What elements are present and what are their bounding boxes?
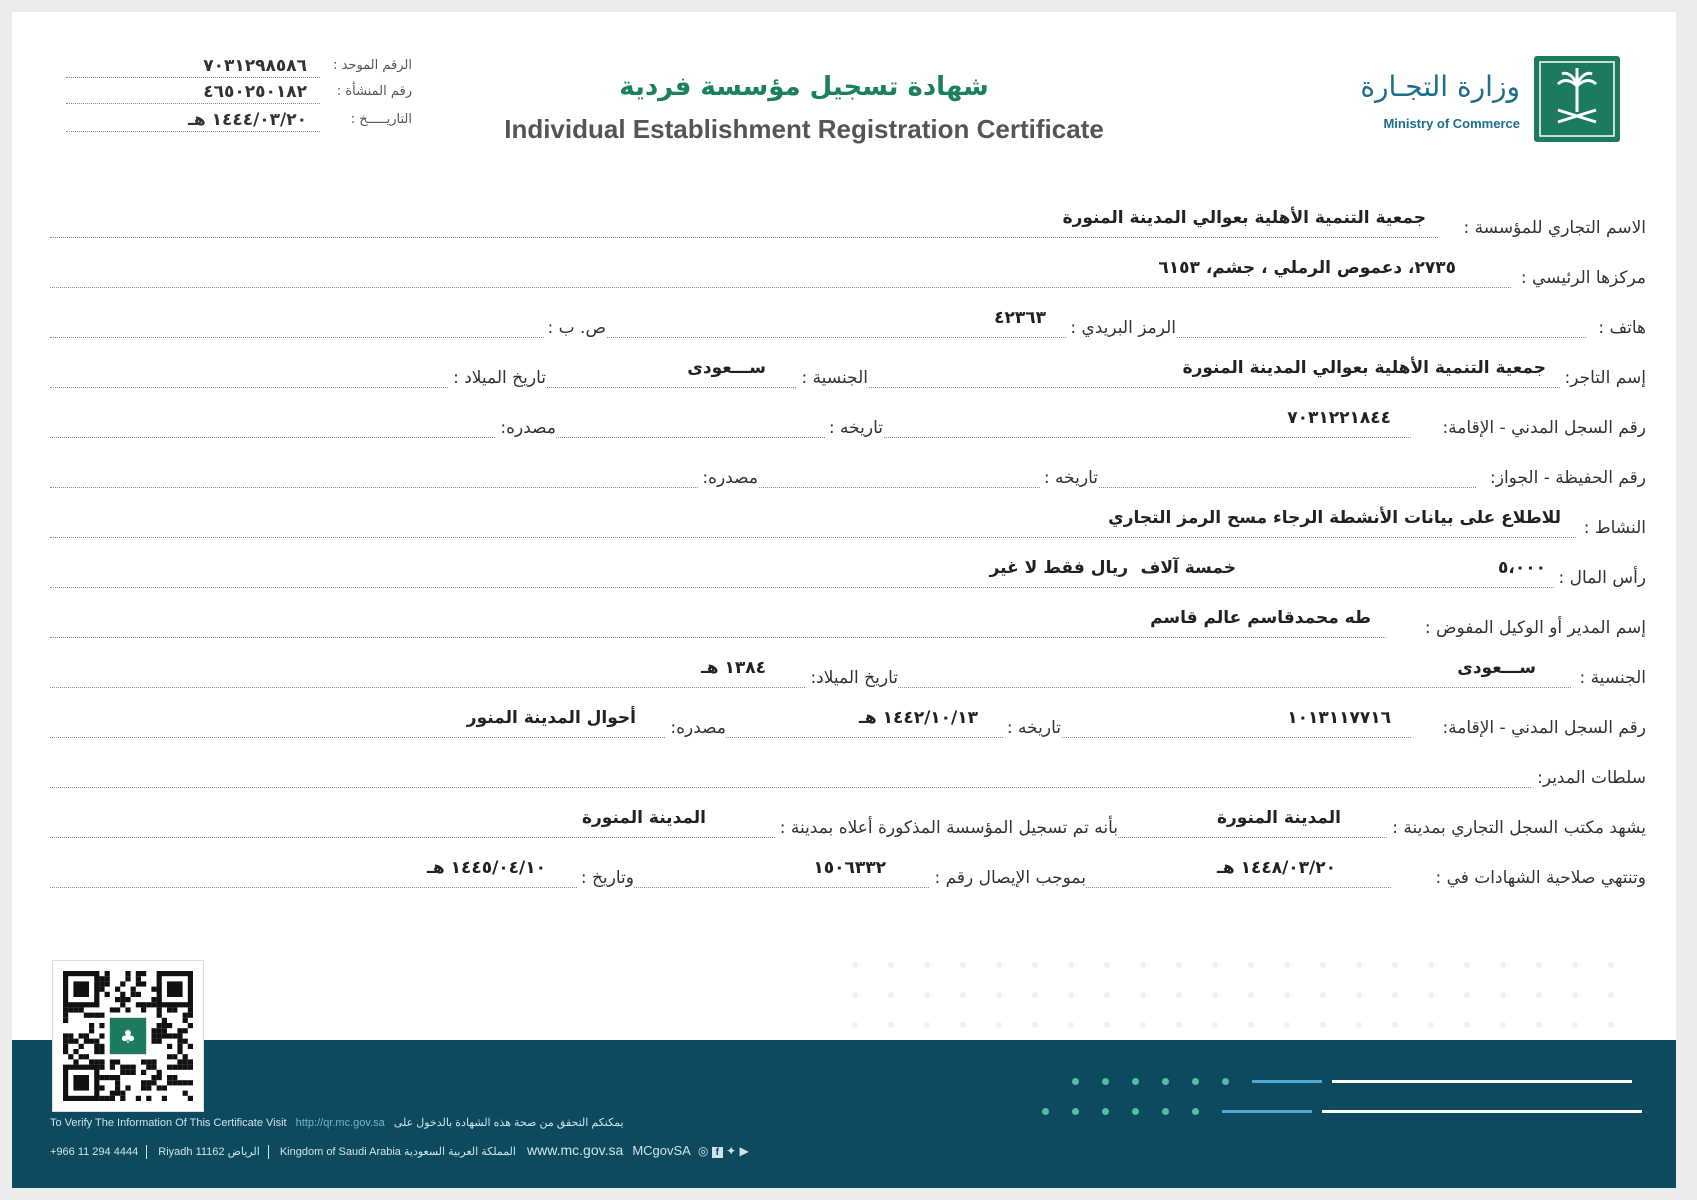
background-dot	[1068, 1022, 1074, 1028]
date-row	[52, 110, 412, 132]
footer-accent-line	[1252, 1080, 1322, 1083]
registered-label: بأنه تم تسجيل المؤسسة المذكورة أعلاه بمدينة :	[776, 818, 1118, 838]
background-dot	[1212, 1022, 1218, 1028]
establishment-number-label: رقم المنشأة :	[336, 84, 412, 99]
instagram-icon[interactable]: ◎	[697, 1144, 709, 1158]
youtube-icon[interactable]: ▶	[739, 1144, 749, 1158]
background-dot	[1104, 992, 1110, 998]
background-dot	[1428, 962, 1434, 968]
background-dot	[1392, 1022, 1398, 1028]
background-dot	[1464, 992, 1470, 998]
manager-birthdate-label: تاريخ الميلاد:	[806, 668, 898, 688]
background-dot	[1032, 962, 1038, 968]
background-dot	[1104, 1022, 1110, 1028]
manager-civil-id-date: ١٤٤٢/١٠/١٣ هـ	[859, 708, 978, 728]
background-dot	[1176, 992, 1182, 998]
background-dot	[1464, 1022, 1470, 1028]
merchant-name: جمعية التنمية الأهلية بعوالي المدينة المنورة	[1182, 358, 1546, 378]
footer-accent-line	[1322, 1110, 1642, 1113]
unified-number-row	[52, 56, 412, 78]
passport-source-label: مصدره:	[698, 468, 758, 488]
footer-dot	[1162, 1108, 1169, 1115]
unified-number: ٧٠٣١٢٩٨٥٨٦	[203, 56, 307, 76]
ministry-name-ar: وزارة التجـارة	[1360, 70, 1520, 103]
background-dot	[1140, 992, 1146, 998]
background-dot	[1176, 962, 1182, 968]
manager-nationality-label: الجنسية :	[1575, 668, 1646, 688]
passport-row	[50, 458, 1646, 492]
merchant-birthdate-label: تاريخ الميلاد :	[449, 368, 546, 388]
background-dot	[1032, 992, 1038, 998]
merchant-row	[50, 358, 1646, 392]
footer-dot	[1042, 1108, 1049, 1115]
background-dot	[1464, 962, 1470, 968]
footer-phone: +966 11 294 4444	[50, 1146, 139, 1158]
hq-label: مركزها الرئيسي :	[1517, 268, 1646, 288]
background-dot	[924, 1022, 930, 1028]
background-dot	[1212, 962, 1218, 968]
civil-id-label: رقم السجل المدني - الإقامة:	[1438, 418, 1646, 438]
background-dot	[1032, 1022, 1038, 1028]
verify-line	[50, 1116, 624, 1129]
background-dot	[1428, 992, 1434, 998]
background-dot	[888, 962, 894, 968]
qr-code[interactable]	[52, 960, 204, 1112]
background-dot	[1572, 1022, 1578, 1028]
background-dot	[1572, 992, 1578, 998]
footer-dot	[1132, 1078, 1139, 1085]
civil-id: ٧٠٣١٢٢١٨٤٤	[1287, 408, 1391, 428]
merchant-name-label: إسم التاجر:	[1560, 368, 1646, 388]
background-dot	[1356, 1022, 1362, 1028]
background-dot	[1248, 1022, 1254, 1028]
postal-code-label: الرمز البريدي :	[1066, 318, 1176, 338]
footer-dot	[1192, 1108, 1199, 1115]
footer-dot	[1192, 1078, 1199, 1085]
receipt-number: ١٥٠٦٣٣٢	[813, 858, 886, 878]
manager-row	[50, 608, 1646, 642]
footer-social[interactable]: MCgovSA	[632, 1143, 691, 1158]
capital-amount: ٥،٠٠٠	[1498, 558, 1546, 578]
background-dot	[960, 1022, 966, 1028]
footer-country: Kingdom of Saudi Arabia المملكة العربية السعودية	[279, 1146, 516, 1158]
background-dot	[1320, 1022, 1326, 1028]
po-box-label: ص. ب :	[544, 318, 607, 338]
footer-dot	[1132, 1108, 1139, 1115]
unified-number-label: الرقم الموحد :	[333, 58, 412, 73]
trade-name: جمعية التنمية الأهلية بعوالي المدينة المنورة	[1062, 208, 1426, 228]
background-dot	[996, 1022, 1002, 1028]
receipt-date: ١٤٤٥/٠٤/١٠ هـ	[427, 858, 546, 878]
capital-row	[50, 558, 1646, 592]
capital-label: رأس المال :	[1555, 568, 1646, 588]
background-dot	[1248, 962, 1254, 968]
expiry-label: وتنتهي صلاحية الشهادات في :	[1431, 868, 1646, 888]
certificate-title-en: Individual Establishment Registration Certificate	[504, 114, 1104, 144]
background-dot	[1320, 962, 1326, 968]
passport-date-label: تاريخه :	[1040, 468, 1098, 488]
manager-nationality: ســـعودى	[1457, 658, 1536, 678]
background-dot	[1284, 1022, 1290, 1028]
background-dot	[1356, 992, 1362, 998]
trade-name-row	[50, 208, 1646, 242]
civil-id-row	[50, 408, 1646, 442]
verify-text-en: To Verify The Information Of This Certificate Visit	[50, 1117, 287, 1129]
manager-civil-id-source-label: مصدره:	[666, 718, 726, 738]
background-dot	[1608, 992, 1614, 998]
footer-city: Riyadh 11162 الرياض	[158, 1146, 260, 1158]
manager-nationality-row	[50, 658, 1646, 692]
background-dot	[1176, 1022, 1182, 1028]
certificate-date: ١٤٤٤/٠٣/٢٠ هـ	[188, 110, 307, 130]
background-dot	[1500, 992, 1506, 998]
contact-line	[50, 1142, 749, 1159]
verify-link[interactable]: http://qr.mc.gov.sa	[295, 1117, 385, 1129]
background-dot	[888, 1022, 894, 1028]
footer-dot	[1102, 1108, 1109, 1115]
manager-civil-id-label: رقم السجل المدني - الإقامة:	[1438, 718, 1646, 738]
background-dot	[924, 992, 930, 998]
footer-dot	[1222, 1078, 1229, 1085]
manager-powers-label: سلطات المدير:	[1533, 768, 1646, 788]
merchant-nationality: ســـعودى	[687, 358, 766, 378]
verify-text-ar: يمكنكم التحقق من صحة هذه الشهادة بالدخول على	[393, 1117, 624, 1129]
merchant-nationality-label: الجنسية :	[797, 368, 868, 388]
background-dot	[1284, 962, 1290, 968]
background-dot	[1068, 962, 1074, 968]
expiry-row	[50, 858, 1646, 892]
certificate-title-ar: شهادة تسجيل مؤسسة فردية	[619, 72, 989, 102]
ministry-name-en: Ministry of Commerce	[1383, 116, 1520, 131]
background-dot	[1140, 962, 1146, 968]
footer-dot	[1162, 1078, 1169, 1085]
registered-city: المدينة المنورة	[581, 808, 706, 828]
activity-row	[50, 508, 1646, 542]
phone-label: هاتف :	[1594, 318, 1646, 338]
background-dot	[924, 962, 930, 968]
background-dot	[1572, 962, 1578, 968]
establishment-number-row	[52, 82, 412, 104]
background-dot	[1608, 1022, 1614, 1028]
civil-id-source-label: مصدره:	[496, 418, 556, 438]
passport-label: رقم الحفيظة - الجواز:	[1486, 468, 1646, 488]
receipt-date-label: وتاريخ :	[577, 868, 634, 888]
background-dot	[852, 962, 858, 968]
qr-code-icon	[53, 961, 203, 1111]
certify-label: يشهد مكتب السجل التجاري بمدينة :	[1388, 818, 1646, 838]
hq-row	[50, 258, 1646, 292]
establishment-number: ٤٦٥٠٢٥٠١٨٢	[203, 82, 307, 102]
expiry-date: ١٤٤٨/٠٣/٢٠ هـ	[1217, 858, 1336, 878]
background-dot	[1212, 992, 1218, 998]
facebook-icon[interactable]: f	[712, 1147, 723, 1158]
postal-code: ٤٢٣٦٣	[994, 308, 1046, 328]
background-dot	[1500, 962, 1506, 968]
background-dot	[996, 992, 1002, 998]
receipt-label: بموجب الإيصال رقم :	[930, 868, 1086, 888]
background-dot	[852, 1022, 858, 1028]
footer-accent-line	[1332, 1080, 1632, 1083]
manager-civil-id-source: أحوال المدينة المنور	[466, 708, 636, 728]
footer-accent-line	[1222, 1110, 1312, 1113]
background-dot	[1428, 1022, 1434, 1028]
certificate-page	[12, 12, 1676, 1188]
background-dot	[1536, 992, 1542, 998]
background-dot	[1248, 992, 1254, 998]
trade-name-label: الاسم التجاري للمؤسسة :	[1459, 218, 1646, 238]
background-dot	[1392, 962, 1398, 968]
background-dot	[888, 992, 894, 998]
background-dot	[1320, 992, 1326, 998]
background-dot	[1608, 962, 1614, 968]
background-dot	[1140, 1022, 1146, 1028]
background-dot	[1392, 992, 1398, 998]
hq-address: ٢٧٣٥، دعموص الرملي ، جشم، ٦١٥٣	[1158, 258, 1456, 278]
twitter-icon[interactable]: ✦	[726, 1144, 737, 1158]
background-dot	[852, 992, 858, 998]
background-dot	[1068, 992, 1074, 998]
footer-website[interactable]: www.mc.gov.sa	[527, 1142, 624, 1158]
social-icons[interactable]	[698, 1144, 749, 1158]
manager-name: طه محمدقاسم عالم قاسم	[1150, 608, 1371, 628]
footer-dot	[1102, 1078, 1109, 1085]
manager-civil-id-date-label: تاريخه :	[1003, 718, 1061, 738]
background-dot	[1536, 1022, 1542, 1028]
background-dot	[1284, 992, 1290, 998]
date-label: التاريـــــخ :	[350, 112, 412, 127]
capital-currency: ريال فقط لا غير	[989, 558, 1128, 578]
manager-powers-row	[50, 758, 1646, 792]
footer-band	[12, 1040, 1676, 1188]
qr-center-palm: ♣	[119, 1027, 137, 1048]
manager-label: إسم المدير أو الوكيل المفوض :	[1421, 618, 1646, 638]
background-dot	[960, 962, 966, 968]
background-dot	[1356, 962, 1362, 968]
activity-label: النشاط :	[1580, 518, 1646, 538]
manager-civil-id: ١٠١٣١١٧٧١٦	[1287, 708, 1391, 728]
contact-row	[50, 308, 1646, 342]
capital-words: خمسة آلاف	[1140, 558, 1236, 578]
footer-dot	[1072, 1078, 1079, 1085]
certify-city: المدينة المنورة	[1216, 808, 1341, 828]
background-dot	[1104, 962, 1110, 968]
background-dot	[960, 992, 966, 998]
manager-civil-id-row	[50, 708, 1646, 742]
background-dot	[1500, 1022, 1506, 1028]
footer-dot	[1072, 1108, 1079, 1115]
certify-row	[50, 808, 1646, 842]
activity: للاطلاع على بيانات الأنشطة الرجاء مسح الرمز التجاري	[1108, 508, 1561, 528]
civil-id-date-label: تاريخه :	[825, 418, 883, 438]
background-dot	[1536, 962, 1542, 968]
background-dot	[996, 962, 1002, 968]
manager-birthdate: ١٣٨٤ هـ	[700, 658, 766, 678]
